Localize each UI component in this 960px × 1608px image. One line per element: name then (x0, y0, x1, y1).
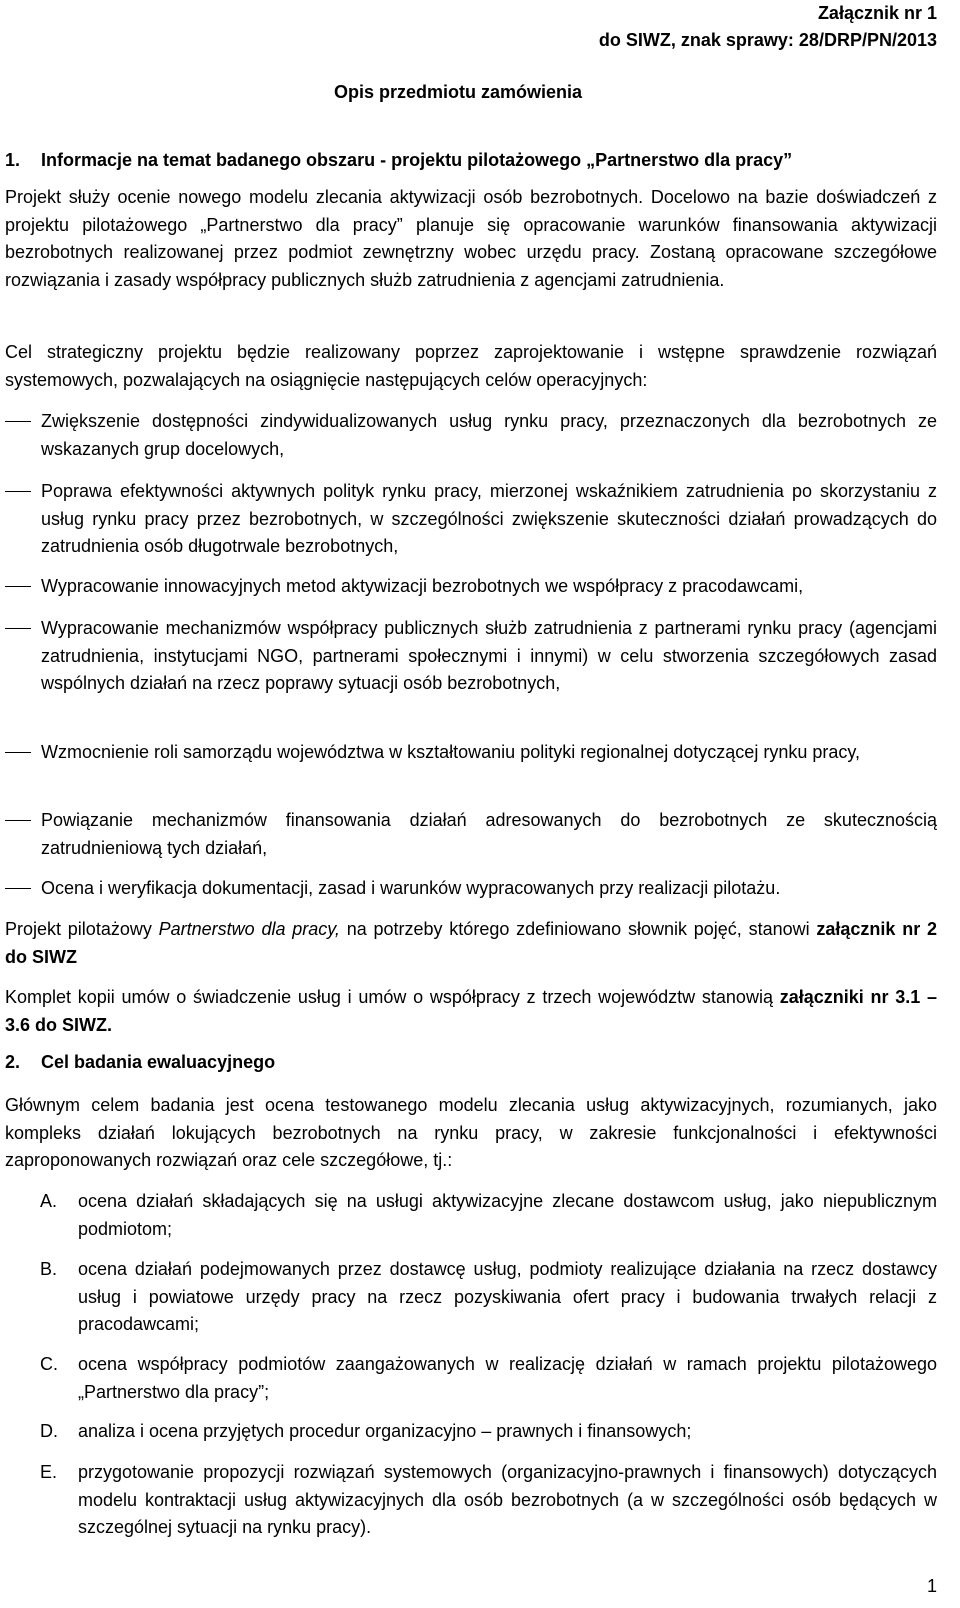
attachment-label: Załącznik nr 1 (817, 3, 937, 23)
objective-letter: B. (40, 1259, 58, 1279)
attachment-2-reference: załącznik nr 2 do SIWZ (5, 919, 937, 967)
goal-item (5, 875, 937, 903)
objective-item (40, 1188, 937, 1243)
paragraph-3-text: Projekt pilotażowy (5, 919, 159, 939)
goal-item (5, 807, 937, 862)
dash-bullet (5, 586, 31, 587)
goal-item (5, 573, 937, 601)
objective-letter: A. (40, 1191, 58, 1211)
objective-text: ocena działań podejmowanych przez dostawcę usług, podmioty realizujące działania na rzecz dostawcy usług i powiatowe urzędy pracy na rzecz pozyskiwania ofert pracy i budowania trwałych relacji z pracodawcami; (78, 1259, 937, 1335)
section-1-paragraph-1: Projekt służy ocenie nowego modelu zlecania aktywizacji osób bezrobotnych. Docelowo na bazie doświadczeń z projektu pilotażowego „Partnerstwo dla pracy” planuje się opracowanie warunków finansowania aktywizacji bezrobotnych realizowanej przez podmiot zewnętrzny wobec urzędu pracy. Zostaną opracowane szczegółowe rozwiązania i zasady współpracy publicznych służb zatrudnienia z agencjami zatrudnienia. (5, 187, 937, 290)
goal-text: Zwiększenie dostępności zindywidualizowanych usług rynku pracy, przeznaczonych dla bezrobotnych ze wskazanych grup docelowych, (41, 411, 937, 459)
paragraph-3-text-cont: na potrzeby którego zdefiniowano słownik pojęć, stanowi (339, 919, 817, 939)
section-1-title: Informacje na temat badanego obszaru - projektu pilotażowego „Partnerstwo dla pracy” (41, 150, 793, 170)
case-reference: do SIWZ, znak sprawy: 28/DRP/PN/2013 (598, 30, 937, 50)
objective-text: ocena działań składających się na usługi aktywizacyjne zlecane dostawcom usług, jako niepublicznym podmiotom; (78, 1191, 937, 1239)
section-1-paragraph-3 (5, 916, 937, 971)
objective-letter: D. (40, 1421, 58, 1441)
goal-text: Ocena i weryfikacja dokumentacji, zasad i warunków wypracowanych przy realizacji pilotażu. (41, 878, 781, 898)
objective-item (40, 1459, 937, 1542)
section-2-heading (5, 1052, 275, 1073)
goal-text: Wypracowanie innowacyjnych metod aktywizacji bezrobotnych we współpracy z pracodawcami, (41, 576, 804, 596)
page-number: 1 (926, 1576, 937, 1596)
goal-text: Wypracowanie mechanizmów współpracy publicznych służb zatrudnienia z partnerami rynku pracy (agencjami zatrudnienia, instytucjami NGO, partnerami społecznymi i innymi) w celu stworzenia szczegółowych zasad wspólnych działań na rzecz poprawy sytuacji osób bezrobotnych, (41, 618, 937, 694)
section-1-number: 1. (5, 150, 21, 170)
attachment-3-reference: załączniki nr 3.1 – 3.6 do SIWZ. (5, 987, 938, 1035)
objective-letter: E. (40, 1462, 58, 1482)
dash-bullet (5, 628, 31, 629)
attachment-header (599, 0, 937, 54)
objective-item (40, 1351, 937, 1406)
dash-bullet (5, 491, 31, 492)
project-name-italic: Partnerstwo dla pracy, (158, 919, 340, 939)
section-2-intro: Głównym celem badania jest ocena testowanego modelu zlecania usług aktywizacyjnych, rozumianych, jako kompleks działań lokujących bezrobotnych na rynku pracy, w zakresie funkcjonalności i efektywności zaproponowanych rozwiązań oraz cele szczegółowe, tj.: (5, 1095, 937, 1171)
dash-bullet (5, 752, 31, 753)
goal-text: Powiązanie mechanizmów finansowania działań adresowanych do bezrobotnych ze skutecznością zatrudnieniową tych działań, (41, 810, 937, 858)
dash-bullet (5, 421, 31, 422)
goal-text: Poprawa efektywności aktywnych polityk rynku pracy, mierzonej wskaźnikiem zatrudnienia po skorzystaniu z usług rynku pracy przez bezrobotnych, w szczególności zwiększenie skuteczności działań prowadzących do zatrudnienia osób długotrwale bezrobotnych, (41, 481, 937, 557)
section-1-heading (5, 150, 792, 171)
objective-item (40, 1256, 937, 1339)
objective-text: analiza i ocena przyjętych procedur organizacyjno – prawnych i finansowych; (78, 1421, 692, 1441)
dash-bullet (5, 888, 31, 889)
goal-item (5, 615, 937, 698)
section-1-paragraph-2: Cel strategiczny projektu będzie realizowany poprzez zaprojektowanie i wstępne sprawdzenie rozwiązań systemowych, pozwalających na osiągnięcie następujących celów operacyjnych: (5, 342, 937, 390)
paragraph-4-text: Komplet kopii umów o świadczenie usług i umów o współpracy z trzech województw stanowią (5, 987, 780, 1007)
objective-text: ocena współpracy podmiotów zaangażowanych w realizację działań w ramach projektu pilotażowego „Partnerstwo dla pracy”; (78, 1354, 937, 1402)
goal-item (5, 739, 937, 767)
section-2-number: 2. (5, 1052, 21, 1072)
section-2-title: Cel badania ewaluacyjnego (41, 1052, 276, 1072)
goal-text: Wzmocnienie roli samorządu województwa w kształtowaniu polityki regionalnej dotyczącej rynku pracy, (41, 742, 861, 762)
page-title: Opis przedmiotu zamówienia (334, 82, 583, 102)
section-1-paragraph-4 (5, 984, 937, 1039)
goal-item (5, 478, 937, 561)
objective-text: przygotowanie propozycji rozwiązań systemowych (organizacyjno-prawnych i finansowych) dotyczących modelu kontraktacji usług aktywizacyjnych dla osób bezrobotnych (a w szczególności osób będących w szczególnej sytuacji na rynku pracy). (78, 1462, 937, 1538)
goal-item (5, 408, 937, 463)
dash-bullet (5, 820, 31, 821)
objective-letter: C. (40, 1354, 58, 1374)
objective-item (40, 1418, 937, 1446)
